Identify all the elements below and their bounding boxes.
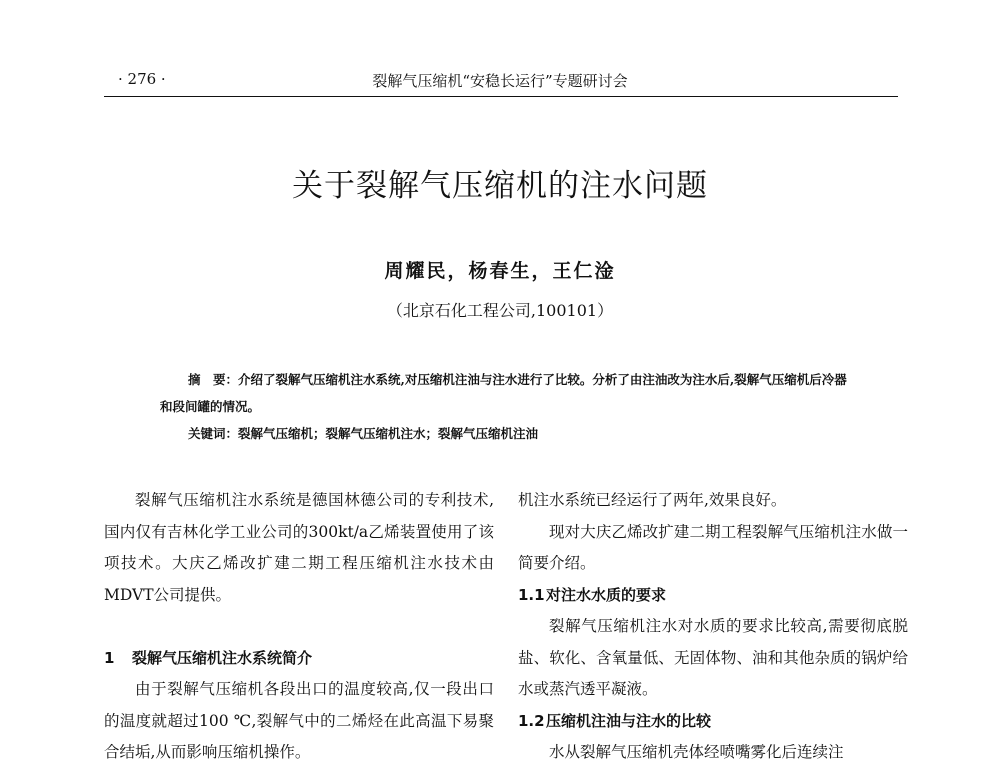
section-1-1-paragraph: 裂解气压缩机注水对水质的要求比较高,需要彻底脱盐、软化、含氧量低、无固体物、油和其他杂质的锅炉给水或蒸汽透平凝液。 xyxy=(518,617,908,698)
affiliation: （北京石化工程公司,100101） xyxy=(386,301,614,320)
intro-paragraph: 裂解气压缩机注水系统是德国林德公司的专利技术,国内仅有吉林化学工业公司的300kt/a乙烯装置使用了该项技术。大庆乙烯改扩建二期工程压缩机注水技术由MDVT公司提供。 xyxy=(104,491,494,604)
author-list: 周耀民，杨春生，王仁淦 xyxy=(384,260,616,282)
abstract-text: 介绍了裂解气压缩机注水系统,对压缩机注油与注水进行了比较。分析了由注油改为注水后,裂解气压缩机后冷器和段间罐的情况。 xyxy=(160,372,847,414)
left-column xyxy=(104,485,494,769)
section-1-2-heading xyxy=(518,706,908,738)
continued-paragraph: 机注水系统已经运行了两年,效果良好。 xyxy=(518,491,787,509)
section-1-heading xyxy=(104,643,494,675)
section-spacer xyxy=(104,611,494,643)
section-1-number: 1 xyxy=(104,648,115,667)
keywords-text: 裂解气压缩机；裂解气压缩机注水；裂解气压缩机注油 xyxy=(238,426,539,441)
running-header xyxy=(104,68,896,94)
section-1-1-heading xyxy=(518,580,908,612)
section-1-2-paragraph: 水从裂解气压缩机壳体经喷嘴雾化后连续注 xyxy=(549,743,844,761)
journal-title: 裂解气压缩机“安稳长运行”专题研讨会 xyxy=(372,72,628,90)
section-1-paragraph: 由于裂解气压缩机各段出口的温度较高,仅一段出口的温度就超过100 ℃,裂解气中的二烯烃在此高温下易聚合结垢,从而影响压缩机操作。 xyxy=(104,680,494,761)
section-1-2-title: 压缩机注油与注水的比较 xyxy=(546,711,712,730)
header-rule xyxy=(104,96,898,97)
keywords xyxy=(188,424,848,442)
abstract-label: 摘 要： xyxy=(188,372,239,387)
page-number: · 276 · xyxy=(118,70,166,88)
article-title: 关于裂解气压缩机的注水问题 xyxy=(292,168,708,204)
section-1-1-title: 对注水水质的要求 xyxy=(546,585,667,604)
abstract xyxy=(160,366,850,420)
section-1-1-number: 1.1 xyxy=(518,585,545,604)
section-1-title: 裂解气压缩机注水系统简介 xyxy=(132,648,313,667)
section-1-2-number: 1.2 xyxy=(518,711,545,730)
overview-paragraph: 现对大庆乙烯改扩建二期工程裂解气压缩机注水做一简要介绍。 xyxy=(518,522,908,572)
right-column xyxy=(518,485,908,769)
keywords-label: 关键词： xyxy=(188,426,239,441)
